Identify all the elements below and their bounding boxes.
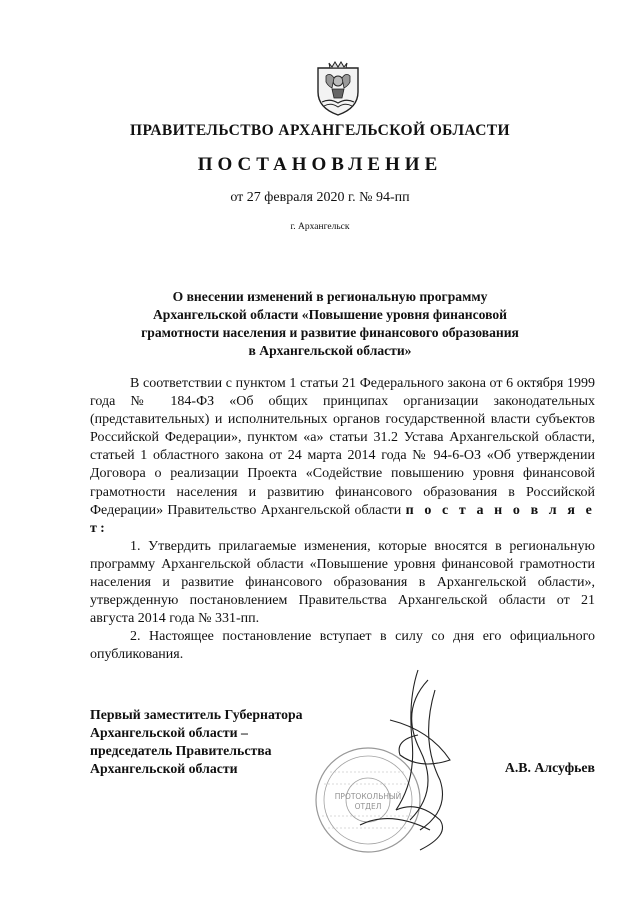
resolves-word: п о с т а н о в л я е т: bbox=[90, 502, 595, 536]
issuing-authority: ПРАВИТЕЛЬСТВО АРХАНГЕЛЬСКОЙ ОБЛАСТИ bbox=[129, 122, 510, 139]
item-2-paragraph: 2. Настоящее постановление вступает в силу со дня его официального опубликования. bbox=[90, 629, 595, 663]
seal-text-line-1: ПРОТОКОЛЬНЫЙ bbox=[334, 792, 402, 801]
item-1-paragraph: 1. Утвердить прилагаемые изменения, которые вносятся в региональную программу Архангельской области «Повышение уровня финансовой грамотности населения и развитие финансового образования в Архангельской области», утвержденную постановлением Правительства Архангельской области от 21 августа 2014 года № 331-пп. bbox=[90, 538, 595, 627]
preamble-paragraph bbox=[90, 375, 595, 538]
signatory-name: А.В. Алсуфьев bbox=[504, 760, 595, 775]
subject-line: О внесении изменений в региональную программу bbox=[172, 289, 488, 304]
preamble-text: В соответствии с пунктом 1 статьи 21 Федерального закона от 6 октября 1999 года № 184-ФЗ «Об общих принципах организации законодательных (представительных) и исполнительных органов государственной власти субъектов Российской Федерации», пунктом «а» статьи 31.2 Устава Архангельской области, статьей 1 областного закона от 24 марта 2014 года № 94-6-ОЗ «Об утверждении Договора о реализации Проекта «Содействие повышению уровня финансовой грамотности населения и развитию финансового образования в Российской Федерации» Правительство Архангельской области bbox=[90, 376, 595, 518]
signatory-title bbox=[90, 706, 303, 778]
signatory-title-line: Архангельской области bbox=[90, 761, 238, 776]
subject-line: Архангельской области «Повышение уровня финансовой bbox=[152, 307, 507, 322]
subject-line: в Архангельской области» bbox=[248, 343, 412, 358]
coat-of-arms-emblem bbox=[314, 58, 362, 118]
signatory-title-line: председатель Правительства bbox=[90, 743, 272, 758]
document-body bbox=[90, 375, 595, 665]
signatory-title-line: Первый заместитель Губернатора bbox=[90, 707, 303, 722]
document-subject bbox=[110, 288, 550, 360]
document-date-number: от 27 февраля 2020 г. № 94-пп bbox=[230, 190, 410, 205]
document-type-title: ПОСТАНОВЛЕНИЕ bbox=[197, 154, 443, 175]
seal-text-line-2: ОТДЕЛ bbox=[354, 802, 382, 811]
subject-line: грамотности населения и развитие финансового образования bbox=[141, 325, 519, 340]
signatory-title-line: Архангельской области – bbox=[90, 725, 248, 740]
document-city: г. Архангельск bbox=[290, 222, 350, 232]
seal-and-signature bbox=[300, 660, 460, 870]
handwritten-signature-icon bbox=[360, 670, 450, 850]
round-seal-icon bbox=[316, 748, 420, 852]
